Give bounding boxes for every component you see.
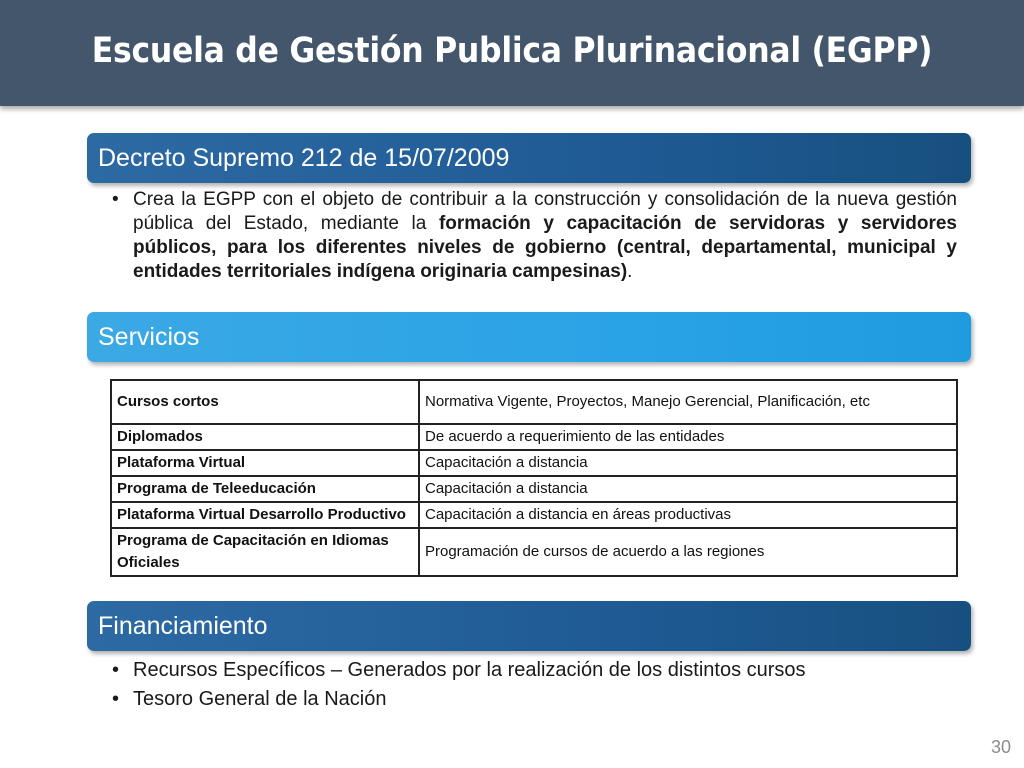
service-name: Programa de Capacitación en Idiomas Oficiales — [111, 528, 419, 576]
service-name: Plataforma Virtual Desarrollo Productivo — [111, 502, 419, 528]
section-label-services: Servicios — [98, 323, 200, 351]
services-table — [110, 379, 958, 577]
table-row — [111, 380, 957, 424]
page-title: Escuela de Gestión Publica Plurinacional (EGPP) — [91, 31, 933, 71]
table-row — [111, 450, 957, 476]
service-name: Plataforma Virtual — [111, 450, 419, 476]
financing-item: Recursos Específicos – Generados por la realización de los distintos cursos — [133, 659, 806, 681]
bullet-icon: • — [112, 659, 120, 681]
financing-item: Tesoro General de la Nación — [133, 688, 387, 710]
decree-bullet — [112, 188, 957, 284]
section-header-financing — [87, 601, 971, 651]
service-description: Capacitación a distancia — [419, 476, 957, 502]
service-name: Cursos cortos — [111, 380, 419, 424]
list-item — [112, 685, 957, 714]
decree-text-plain: Crea la EGPP con el objeto de contribuir a la construcción y consolidación de la nueva gestión pública del Estado, mediante la — [133, 189, 957, 234]
financing-bullet-list — [112, 656, 957, 714]
title-bar — [0, 0, 1024, 106]
decree-text-bold: formación y capacitación de servidoras y servidores públicos, para los diferentes niveles de gobierno (central, departamental, municipal y entidades territoriales indígena originaria campesinas) — [133, 213, 958, 282]
bullet-icon: • — [112, 688, 120, 710]
service-description: Capacitación a distancia en áreas productivas — [419, 502, 957, 528]
decree-text-end: . — [627, 261, 633, 282]
decree-bullet-list — [112, 188, 957, 284]
page-number: 30 — [990, 737, 1011, 757]
table-row — [111, 424, 957, 450]
service-description: Capacitación a distancia — [419, 450, 957, 476]
table-row — [111, 476, 957, 502]
service-name: Diplomados — [111, 424, 419, 450]
section-label-financing: Financiamiento — [98, 612, 268, 640]
section-header-services — [87, 312, 971, 362]
table-row — [111, 528, 957, 576]
section-header-decree — [87, 133, 971, 183]
table-row — [111, 502, 957, 528]
service-description: De acuerdo a requerimiento de las entidades — [419, 424, 957, 450]
service-description: Normativa Vigente, Proyectos, Manejo Gerencial, Planificación, etc — [419, 380, 957, 424]
service-name: Programa de Teleeducación — [111, 476, 419, 502]
service-description: Programación de cursos de acuerdo a las regiones — [419, 528, 957, 576]
list-item — [112, 656, 957, 685]
section-label-decree: Decreto Supremo 212 de 15/07/2009 — [98, 144, 510, 172]
bullet-icon: • — [112, 189, 119, 210]
